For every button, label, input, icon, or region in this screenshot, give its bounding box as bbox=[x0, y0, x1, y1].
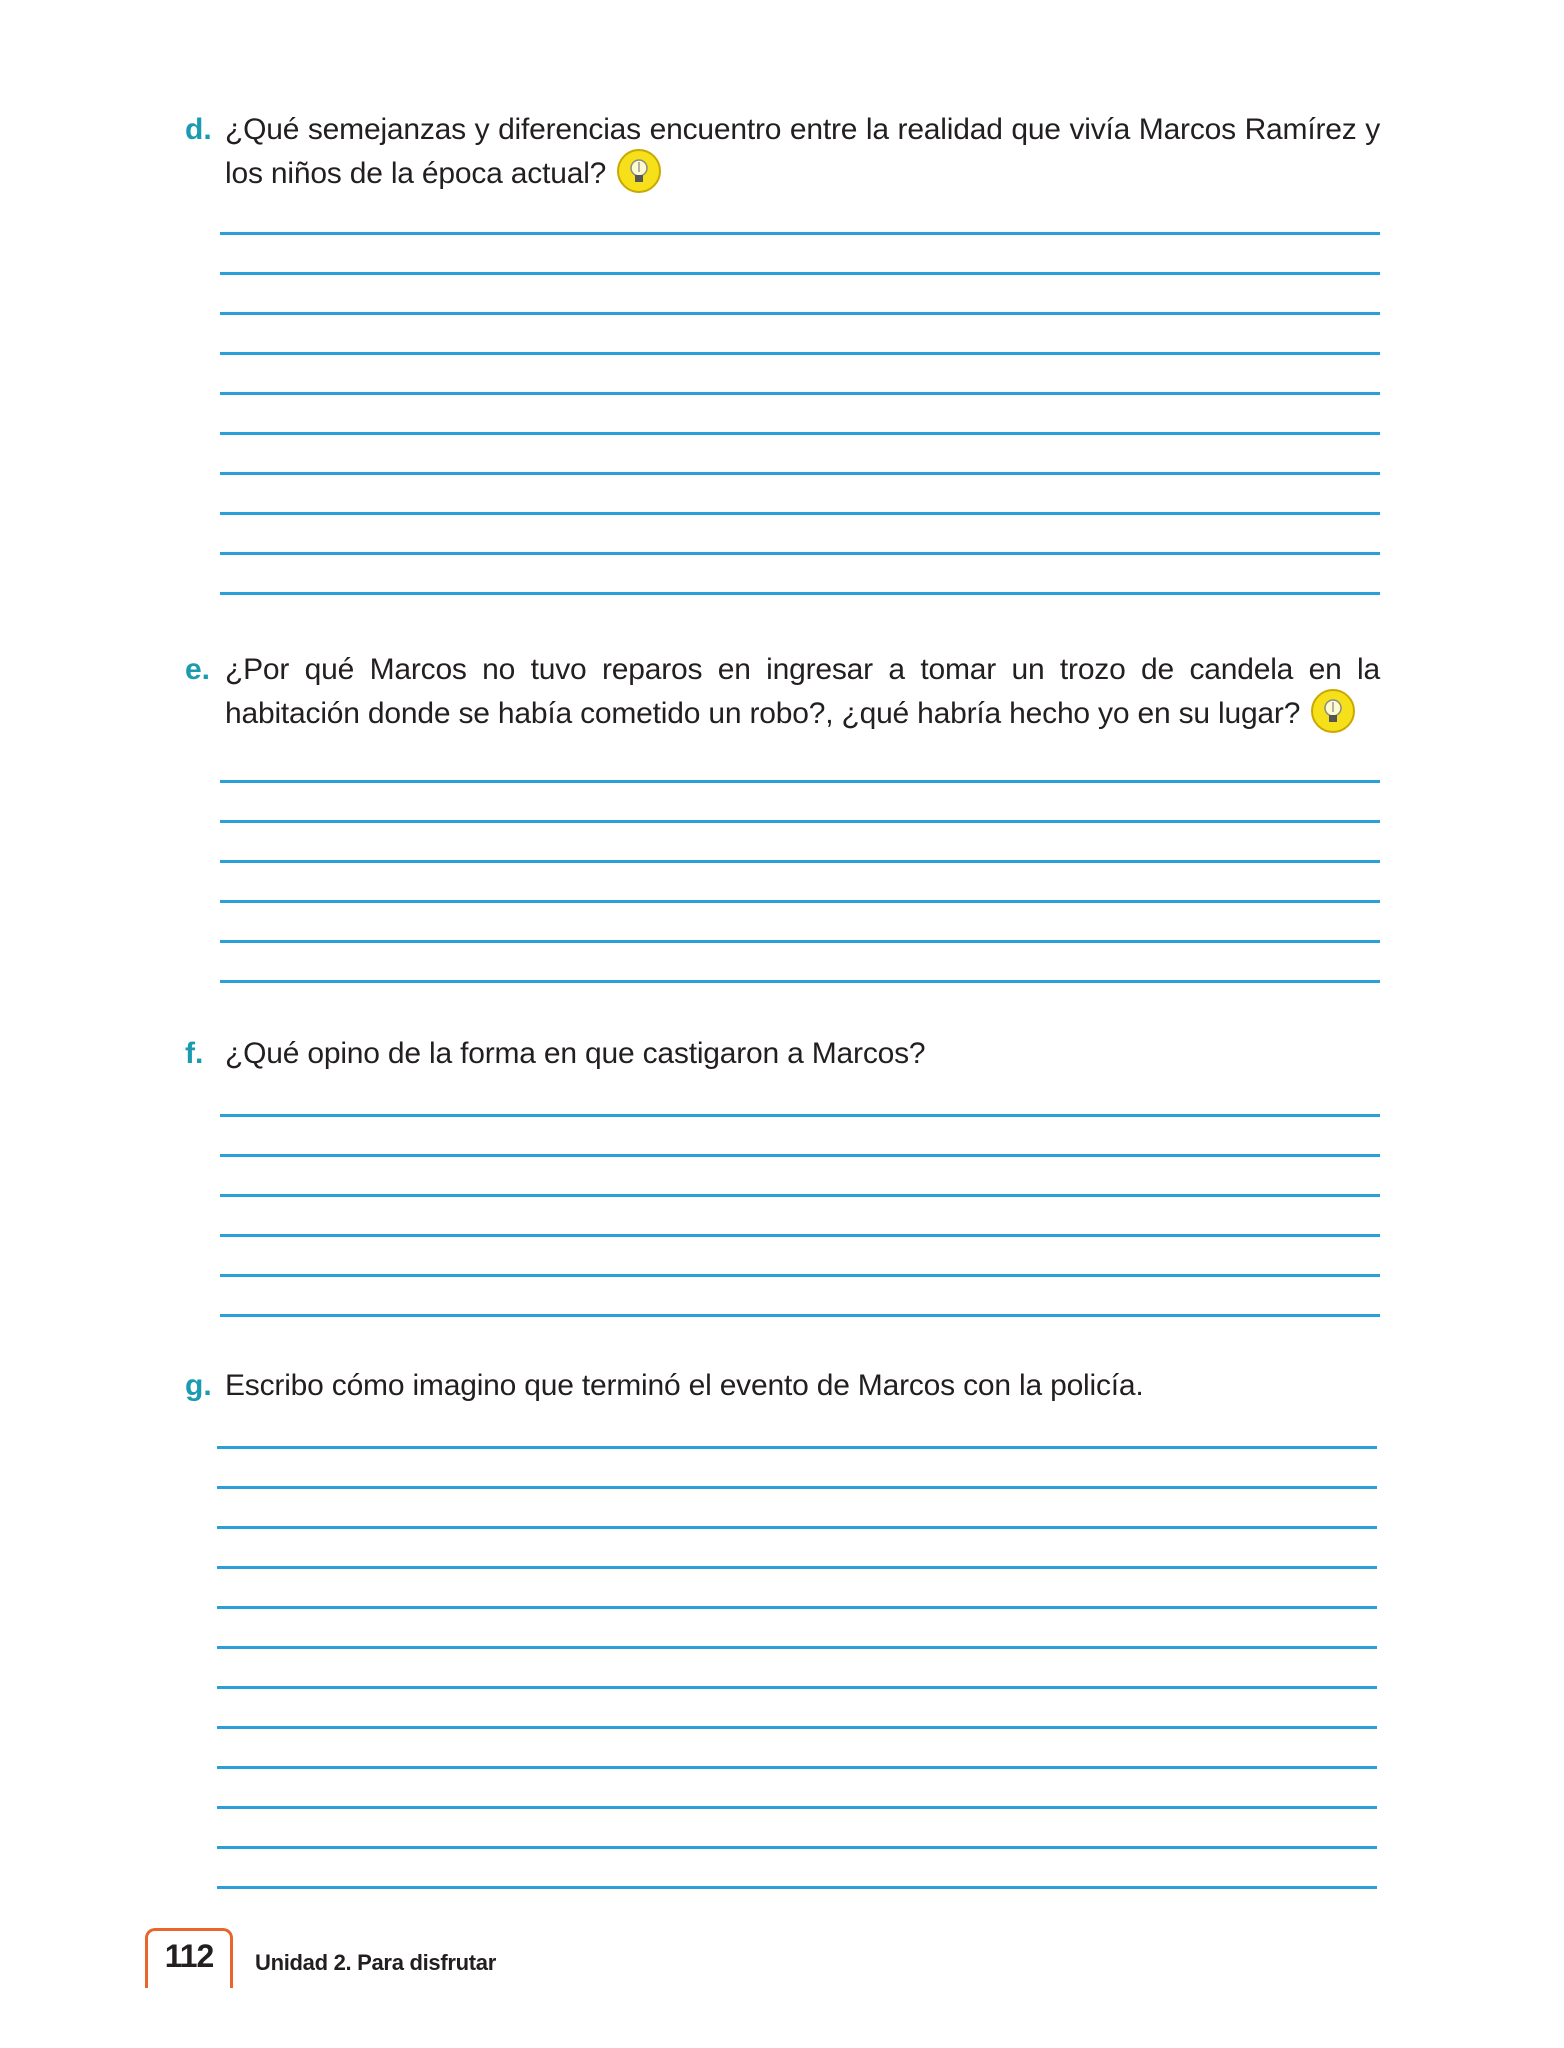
lightbulb-icon bbox=[616, 148, 662, 194]
page-number: 112 bbox=[164, 1938, 214, 1974]
question-letter: e. bbox=[185, 653, 211, 686]
answer-lines-e[interactable] bbox=[220, 780, 1380, 1020]
question-d bbox=[185, 108, 1380, 198]
answer-lines-g[interactable] bbox=[217, 1446, 1377, 1926]
question-d-text: ¿Qué semejanzas y diferencias encuentro entre la realidad que vivía Marcos Ramírez y los niños de la época actual? bbox=[225, 113, 1380, 190]
question-f-text: ¿Qué opino de la forma en que castigaron a Marcos? bbox=[225, 1037, 926, 1070]
question-letter: f. bbox=[185, 1037, 204, 1070]
answer-lines-d[interactable] bbox=[220, 232, 1380, 632]
question-e bbox=[185, 648, 1380, 738]
question-text bbox=[225, 108, 1380, 198]
question-f bbox=[185, 1032, 1380, 1076]
question-letter: g. bbox=[185, 1369, 212, 1402]
question-e-text: ¿Por qué Marcos no tuvo reparos en ingresar a tomar un trozo de candela en la habitación donde se había cometido un robo?, ¿qué habría hecho yo en su lugar? bbox=[225, 653, 1380, 730]
question-g-text: Escribo cómo imagino que terminó el evento de Marcos con la policía. bbox=[225, 1369, 1144, 1402]
answer-lines-f[interactable] bbox=[220, 1114, 1380, 1354]
lightbulb-icon bbox=[1310, 688, 1356, 734]
question-g bbox=[185, 1364, 1380, 1408]
question-letter: d. bbox=[185, 113, 212, 146]
unit-title: Unidad 2. Para disfrutar bbox=[255, 1950, 496, 1975]
question-text bbox=[225, 648, 1380, 738]
